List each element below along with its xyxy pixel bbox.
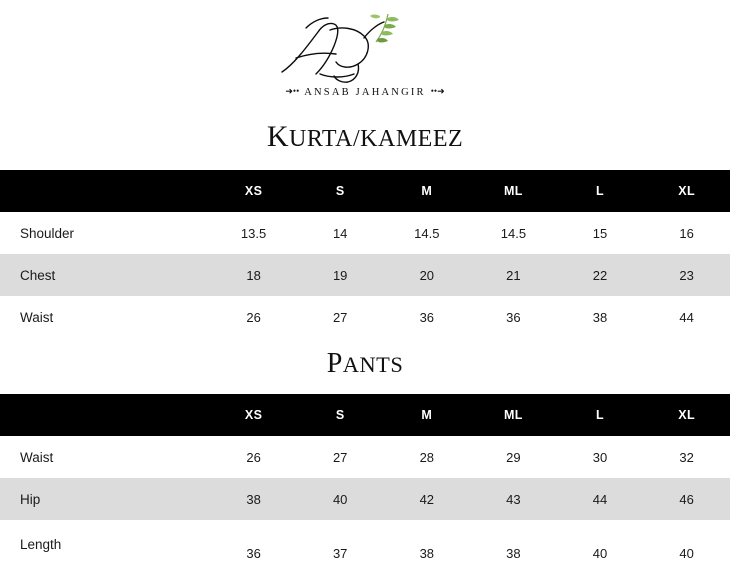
cell-hip-xs: 38 [210,478,297,520]
row-label-chest: Chest [0,254,210,296]
column-header-ml: ML [470,394,557,436]
table-header-row [0,170,730,212]
ornament-left-icon: ➜•• [285,86,300,96]
cell-chest-xl: 23 [643,254,730,296]
column-header-measure [0,170,210,212]
column-header-l: L [557,170,644,212]
cell-waist-xl: 32 [643,436,730,478]
cell-shoulder-xl: 16 [643,212,730,254]
section-title-kurta [0,108,730,170]
title-pants-rest: ANTS [342,352,404,377]
cell-chest-m: 20 [384,254,471,296]
cell-waist-m: 28 [384,436,471,478]
table-row [0,436,730,478]
cell-waist-ml: 29 [470,436,557,478]
cell-waist-l: 30 [557,436,644,478]
title-pants-cap: P [326,348,343,379]
cell-waist-xs: 26 [210,296,297,338]
table-header-kurta [0,170,730,212]
cell-length-xs: 36 [210,520,297,569]
table-header-row [0,394,730,436]
table-row [0,478,730,520]
cell-chest-xs: 18 [210,254,297,296]
column-header-measure [0,394,210,436]
monogram-aj-icon [260,8,470,86]
table-header-pants [0,394,730,436]
column-header-xl: XL [643,170,730,212]
cell-waist-xl: 44 [643,296,730,338]
cell-chest-ml: 21 [470,254,557,296]
cell-length-ml: 38 [470,520,557,569]
cell-shoulder-s: 14 [297,212,384,254]
column-header-ml: ML [470,170,557,212]
size-table-pants [0,394,730,569]
table-row [0,254,730,296]
cell-shoulder-l: 15 [557,212,644,254]
cell-shoulder-m: 14.5 [384,212,471,254]
table-row [0,212,730,254]
cell-length-s: 37 [297,520,384,569]
ornament-right-icon: ••➜ [430,86,445,96]
row-label-shoulder: Shoulder [0,212,210,254]
brand-name [0,86,730,98]
cell-shoulder-xs: 13.5 [210,212,297,254]
section-title-pants [0,338,730,394]
table-row [0,296,730,338]
brand-logo [0,8,730,86]
row-label-hip: Hip [0,478,210,520]
cell-waist-s: 27 [297,296,384,338]
column-header-xs: XS [210,170,297,212]
cell-waist-m: 36 [384,296,471,338]
row-label-waist: Waist [0,436,210,478]
title-kurta-part2: AMEEZ [377,126,464,152]
size-table-kurta [0,170,730,338]
cell-hip-ml: 43 [470,478,557,520]
row-label-waist: Waist [0,296,210,338]
cell-chest-s: 19 [297,254,384,296]
cell-waist-xs: 26 [210,436,297,478]
cell-hip-s: 40 [297,478,384,520]
title-kurta-part1: URTA/K [289,126,378,152]
brand-header [0,0,730,108]
cell-length-xl: 40 [643,520,730,569]
cell-hip-m: 42 [384,478,471,520]
cell-length-m: 38 [384,520,471,569]
cell-waist-ml: 36 [470,296,557,338]
cell-length-l: 40 [557,520,644,569]
column-header-l: L [557,394,644,436]
cell-waist-s: 27 [297,436,384,478]
column-header-s: S [297,170,384,212]
column-header-xs: XS [210,394,297,436]
row-label-length: Length [0,520,210,569]
cell-hip-xl: 46 [643,478,730,520]
column-header-xl: XL [643,394,730,436]
cell-hip-l: 44 [557,478,644,520]
cell-shoulder-ml: 14.5 [470,212,557,254]
table-row [0,520,730,569]
column-header-m: M [384,170,471,212]
cell-chest-l: 22 [557,254,644,296]
column-header-m: M [384,394,471,436]
column-header-s: S [297,394,384,436]
title-kurta-cap1: K [266,120,290,153]
cell-waist-l: 38 [557,296,644,338]
brand-name-text: ANSAB JAHANGIR [304,87,426,98]
